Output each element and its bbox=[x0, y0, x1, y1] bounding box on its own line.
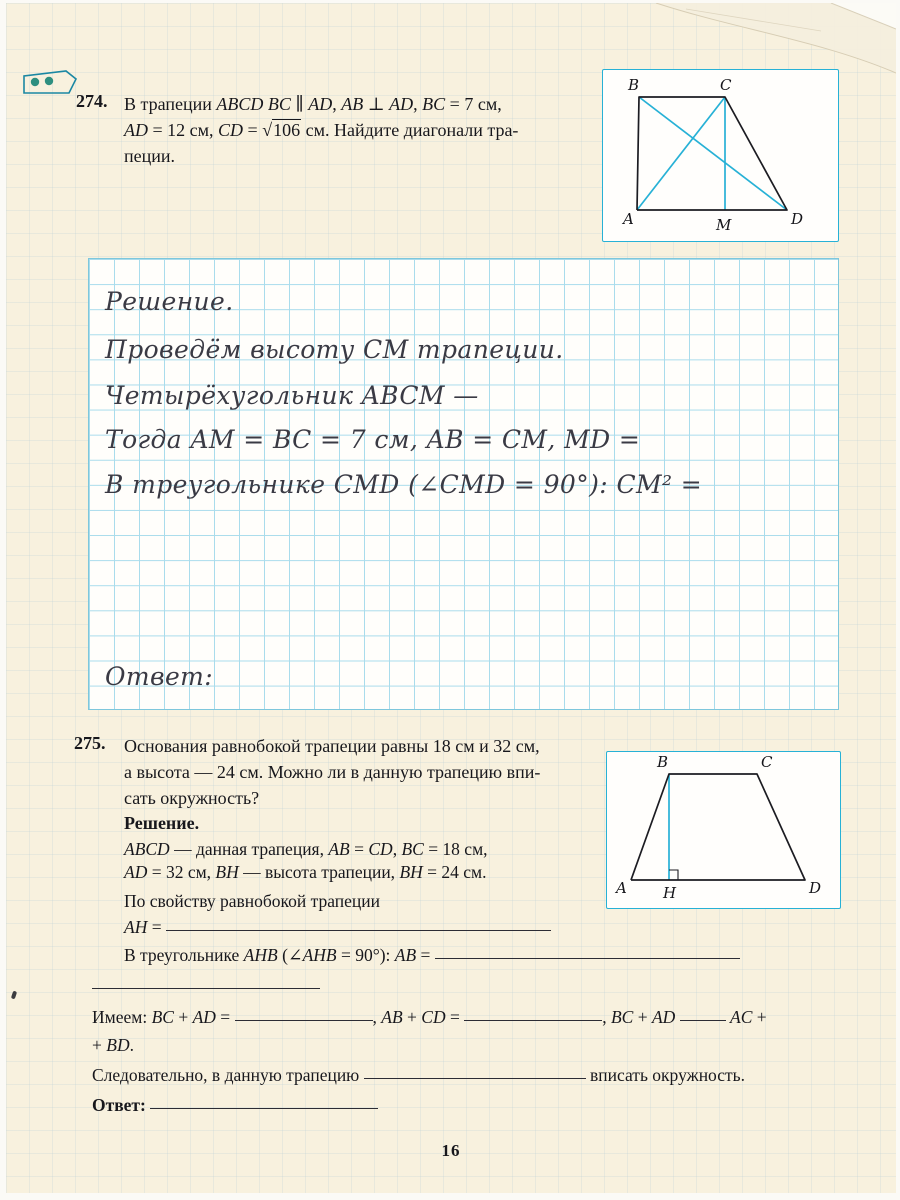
point-label-h: H bbox=[663, 884, 677, 902]
trapezoid-274-drawing bbox=[603, 70, 838, 240]
page-number: 16 bbox=[441, 1141, 461, 1160]
answer-blank-line: Ответ: bbox=[92, 1093, 378, 1117]
statement-line-1: В трапеции ABCD BC ∥ AD, AB ⊥ AD, BC = 7 см, bbox=[124, 94, 502, 114]
right-angle-mark bbox=[669, 870, 678, 880]
scan-speck-artifact bbox=[11, 991, 17, 1000]
solution-heading: Решение. bbox=[124, 813, 200, 833]
vertex-label-d: D bbox=[809, 879, 822, 897]
statement-line-2: AD = 12 см, CD = √106 см. Найдите диагонали тра- bbox=[124, 120, 519, 140]
figure-trapezoid-274 bbox=[602, 69, 839, 242]
tab-dot-right bbox=[45, 77, 53, 85]
statement-line-3: сать окружность? bbox=[124, 788, 260, 808]
vertex-label-c: C bbox=[761, 753, 773, 771]
workbook-page bbox=[6, 3, 896, 1193]
figure-trapezoid-275 bbox=[606, 751, 841, 909]
tab-dot-left bbox=[31, 78, 39, 86]
vertex-label-d: D bbox=[791, 210, 804, 228]
handwritten-line-4: Тогда AM = BC = 7 см, AB = CM, MD = bbox=[105, 425, 641, 454]
problem-275-statement bbox=[124, 733, 604, 811]
bd-line: + BD. bbox=[92, 1035, 134, 1055]
problem-274-number: 274. bbox=[76, 91, 108, 111]
handwritten-line-3: Четырёхугольник ABCM — bbox=[105, 381, 479, 410]
vertex-label-a: A bbox=[623, 210, 634, 228]
vertex-label-b: B bbox=[628, 76, 640, 94]
handwritten-line-1: Решение. bbox=[105, 287, 234, 316]
trapezoid-outline bbox=[631, 774, 805, 880]
given-line-1: ABCD — данная трапеция, AB = CD, BC = 18 см, bbox=[124, 839, 488, 859]
handwritten-line-5: В треугольнике CMD (∠CMD = 90°): CM² = bbox=[105, 470, 703, 499]
ah-blank-line: AH = bbox=[124, 915, 551, 939]
given-line-2: AD = 32 см, BH — высота трапеции, BH = 24 см. bbox=[124, 862, 487, 882]
statement-line-3: пеции. bbox=[124, 146, 176, 166]
vertex-label-a: A bbox=[616, 879, 627, 897]
triangle-blank-line: В треугольнике AHB (∠AHB = 90°): AB = bbox=[124, 943, 740, 967]
handwritten-line-2: Проведём высоту CM трапеции. bbox=[105, 335, 564, 364]
diagonal-bd bbox=[639, 97, 787, 210]
problem-275-number: 275. bbox=[74, 733, 106, 753]
problem-274-statement bbox=[124, 91, 604, 169]
conclusion-line: Следовательно, в данную трапецию вписать окружность. bbox=[92, 1065, 746, 1085]
vertex-label-c: C bbox=[720, 76, 732, 94]
handwritten-answer-label: Ответ: bbox=[105, 662, 214, 691]
continuation-blank-line bbox=[92, 973, 320, 997]
margin-decoration bbox=[22, 69, 78, 97]
vertex-label-b: B bbox=[657, 753, 669, 771]
point-label-m: M bbox=[716, 216, 732, 234]
property-line: По свойству равнобокой трапеции bbox=[124, 891, 381, 911]
answer-grid bbox=[88, 258, 839, 710]
statement-line-2: а высота — 24 см. Можно ли в данную трапецию впи- bbox=[124, 762, 541, 782]
statement-line-1: Основания равнобокой трапеции равны 18 см и 32 см, bbox=[124, 736, 540, 756]
imeem-line: Имеем: BC + AD = , AB + CD = , BC + AD AC + bbox=[92, 1007, 767, 1027]
trapezoid-275-drawing bbox=[607, 752, 840, 907]
